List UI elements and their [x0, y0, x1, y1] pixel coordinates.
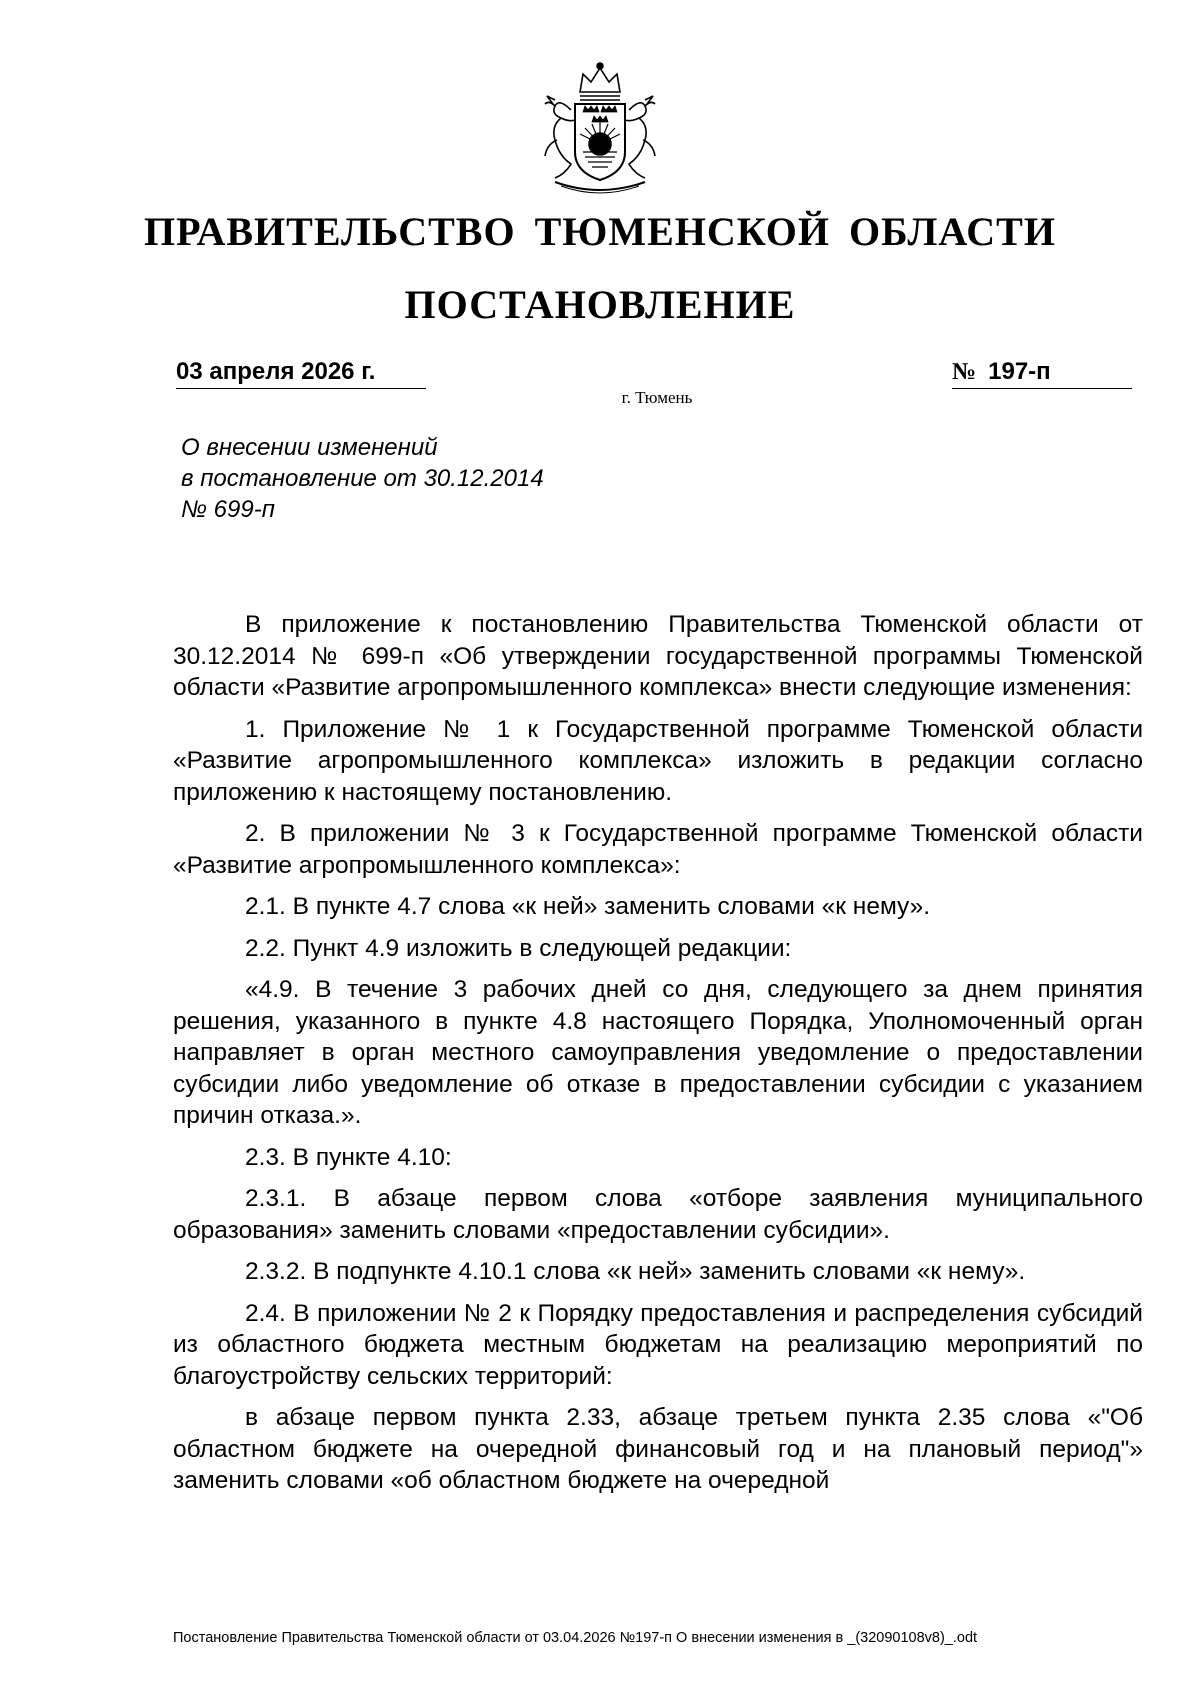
- body-paragraph: 2.3.2. В подпункте 4.10.1 слова «к ней» заменить словами «к нему».: [245, 1258, 1026, 1285]
- document-number-field: [952, 358, 1132, 389]
- body-paragraph: 2.2. Пункт 4.9 изложить в следующей редакции:: [245, 934, 792, 962]
- document-subject: [181, 432, 544, 525]
- number-sign: №: [952, 359, 977, 385]
- organization-title: ПРАВИТЕЛЬСТВО ТЮМЕНСКОЙ ОБЛАСТИ: [144, 209, 1056, 254]
- body-paragraph: «4.9. В течение 3 рабочих дней со дня, следующего за днем принятия решения, указанного в пункте 4.8 настоящего Порядка, Уполномоченный орган направляет в орган местного самоуправления уведомление о предоставлении субсидии либо уведомление об отказе в предоставлении субсидии с указанием причин отказа.».: [173, 976, 1143, 1129]
- document-number: 197-п: [988, 358, 1051, 385]
- document-date: 03 апреля 2026 г.: [176, 358, 426, 389]
- document-type-heading: ПОСТАНОВЛЕНИЕ: [404, 282, 796, 327]
- coat-of-arms-icon: [525, 60, 675, 198]
- body-paragraph: 2.3. В пункте 4.10:: [245, 1143, 452, 1171]
- subject-line: № 699-п: [181, 496, 275, 523]
- document-city: г. Тюмень: [621, 388, 693, 407]
- page-footer: Постановление Правительства Тюменской области от 03.04.2026 №197-п О внесении изменения в _(32090108v8)_.odt: [173, 1630, 978, 1646]
- body-paragraph: 2.4. В приложении № 2 к Порядку предоставления и распределения субсидий из областного бюджета местным бюджетам на реализацию мероприятий по благоустройству сельских территорий:: [173, 1299, 1143, 1390]
- body-paragraph: В приложение к постановлению Правительства Тюменской области от 30.12.2014 № 699-п «Об утверждении государственной программы Тюменской области «Развитие агропромышленного комплекса» внести следующие изменения:: [173, 611, 1143, 701]
- body-paragraph: 2.3.1. В абзаце первом слова «отборе заявления муниципального образования» заменить словами «предоставлении субсидии».: [173, 1185, 1143, 1244]
- subject-line: в постановление от 30.12.2014: [181, 465, 544, 492]
- body-paragraph: 1. Приложение № 1 к Государственной программе Тюменской области «Развитие агропромышленного комплекса» изложить в редакции согласно приложению к настоящему постановлению.: [173, 715, 1143, 806]
- body-paragraph: 2.1. В пункте 4.7 слова «к ней» заменить словами «к нему».: [245, 893, 931, 920]
- subject-line: О внесении изменений: [181, 434, 438, 461]
- body-paragraph: 2. В приложении № 3 к Государственной программе Тюменской области «Развитие агропромышленного комплекса»:: [173, 820, 1143, 879]
- body-paragraph: в абзаце первом пункта 2.33, абзаце третьем пункта 2.35 слова «"Об областном бюджете на очередной финансовый год и на плановый период"» заменить словами «об областном бюджете на очередной: [173, 1404, 1143, 1494]
- document-body: [173, 609, 1143, 1507]
